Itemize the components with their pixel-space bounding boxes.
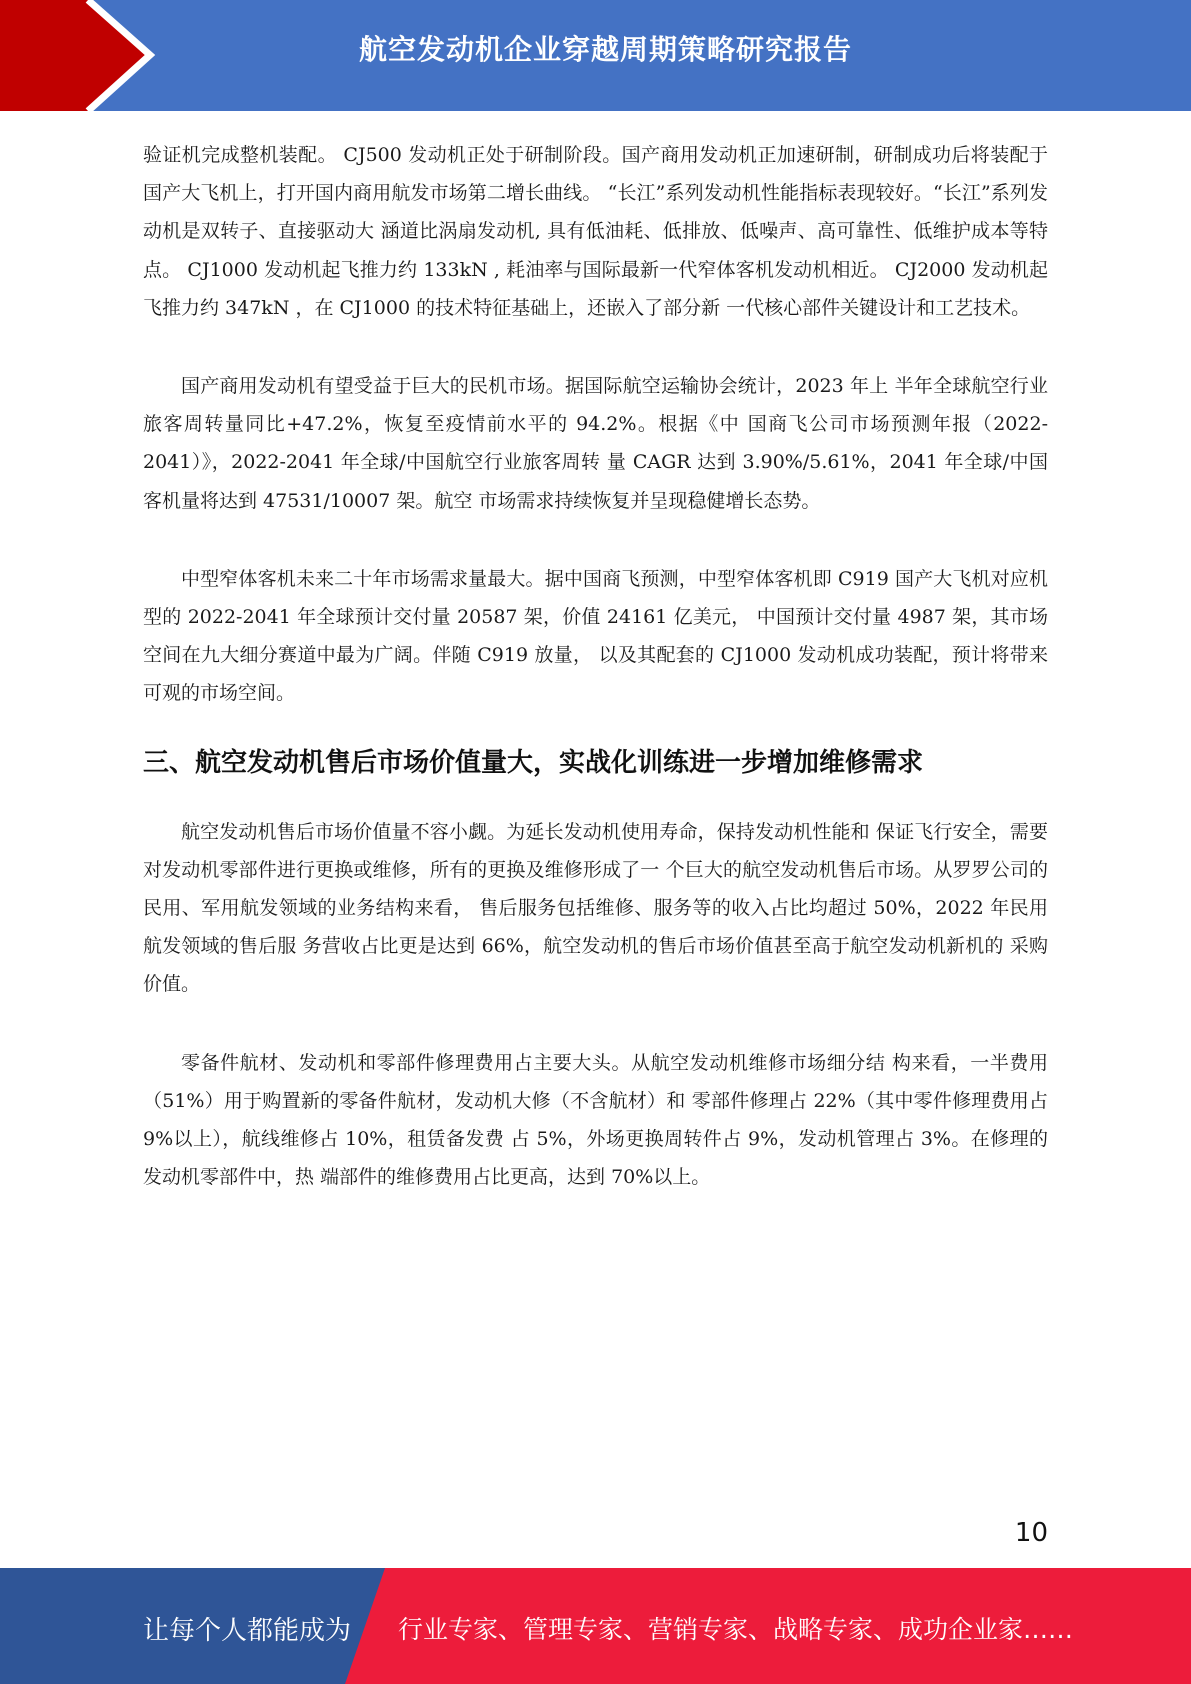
section-paragraph-1: 航空发动机售后市场价值量不容小觑。为延长发动机使用寿命，保持发动机性能和 保证飞行安全，需要对发动机零部件进行更换或维修，所有的更换及维修形成了一 个巨大的航空发动机售后市场。从罗罗公司的民用、军用航发领域的业务结构来看， 售后服务包括维修、服务等的收入占比均超过 50%，2022 年民用航发领域的售后服 务营收占比更是达到 66%，航空发动机的售后市场价值甚至高于航空发动机新机的 采购价值。 (143, 820, 1048, 996)
footer-slogan-left: 让每个人都能成为 (143, 1616, 352, 1646)
body-paragraph-3: 中型窄体客机未来二十年市场需求量最大。据中国商飞预测，中型窄体客机即 C919 国产大飞机对应机型的 2022-2041 年全球预计交付量 20587 架，价值 24161 亿美元， 中国预计交付量 4987 架，其市场空间在九大细分赛道中最为广阔。伴随 C919 放量， 以及其配套的 CJ1000 发动机成功装配，预计将带来可观的市场空间。 (143, 567, 1048, 705)
page-header (0, 0, 1191, 111)
header-title: 航空发动机企业穿越周期策略研究报告 (358, 33, 852, 66)
page-number: 10 (1014, 1518, 1048, 1548)
document-body (143, 136, 1048, 1196)
section-paragraph-2: 零备件航材、发动机和零部件修理费用占主要大头。从航空发动机维修市场细分结 构来看，一半费用（51%）用于购置新的零备件航材，发动机大修（不含航材）和 零部件修理占 22%（其中零件修理费用占 9%以上），航线维修占 10%，租赁备发费 占 5%，外场更换周转件占 9%，发动机管理占 3%。在修理的发动机零部件中，热 端部件的维修费用占比更高，达到 70%以上。 (143, 1051, 1048, 1189)
body-paragraph-1: 验证机完成整机装配。 CJ500 发动机正处于研制阶段。国产商用发动机正加速研制，研制成功后将装配于 国产大飞机上，打开国内商用航发市场第二增长曲线。 “长江”系列发动机性能指标表现较好。“长江”系列发动机是双转子、直接驱动大 涵道比涡扇发动机, 具有低油耗、低排放、低噪声、高可靠性、低维护成本等特点。 CJ1000 发动机起飞推力约 133kN , 耗油率与国际最新一代窄体客机发动机相近。 CJ2000 发动机起飞推力约 347kN ，在 CJ1000 的技术特征基础上，还嵌入了部分新 一代核心部件关键设计和工艺技术。 (143, 144, 1048, 319)
footer-slogan-right: 行业专家、管理专家、营销专家、战略专家、成功企业家…… (398, 1615, 1074, 1644)
body-paragraph-2: 国产商用发动机有望受益于巨大的民机市场。据国际航空运输协会统计，2023 年上 半年全球航空行业旅客周转量同比+47.2%，恢复至疫情前水平的 94.2%。根据《中 国商飞公司市场预测年报（2022-2041）》，2022-2041 年全球/中国航空行业旅客周转 量 CAGR 达到 3.90%/5.61%，2041 年全球/中国客机量将达到 47531/10007 架。航空 市场需求持续恢复并呈现稳健增长态势。 (143, 375, 1048, 512)
section-heading: 三、航空发动机售后市场价值量大，实战化训练进一步增加维修需求 (143, 747, 924, 778)
page-footer (0, 1568, 1191, 1684)
